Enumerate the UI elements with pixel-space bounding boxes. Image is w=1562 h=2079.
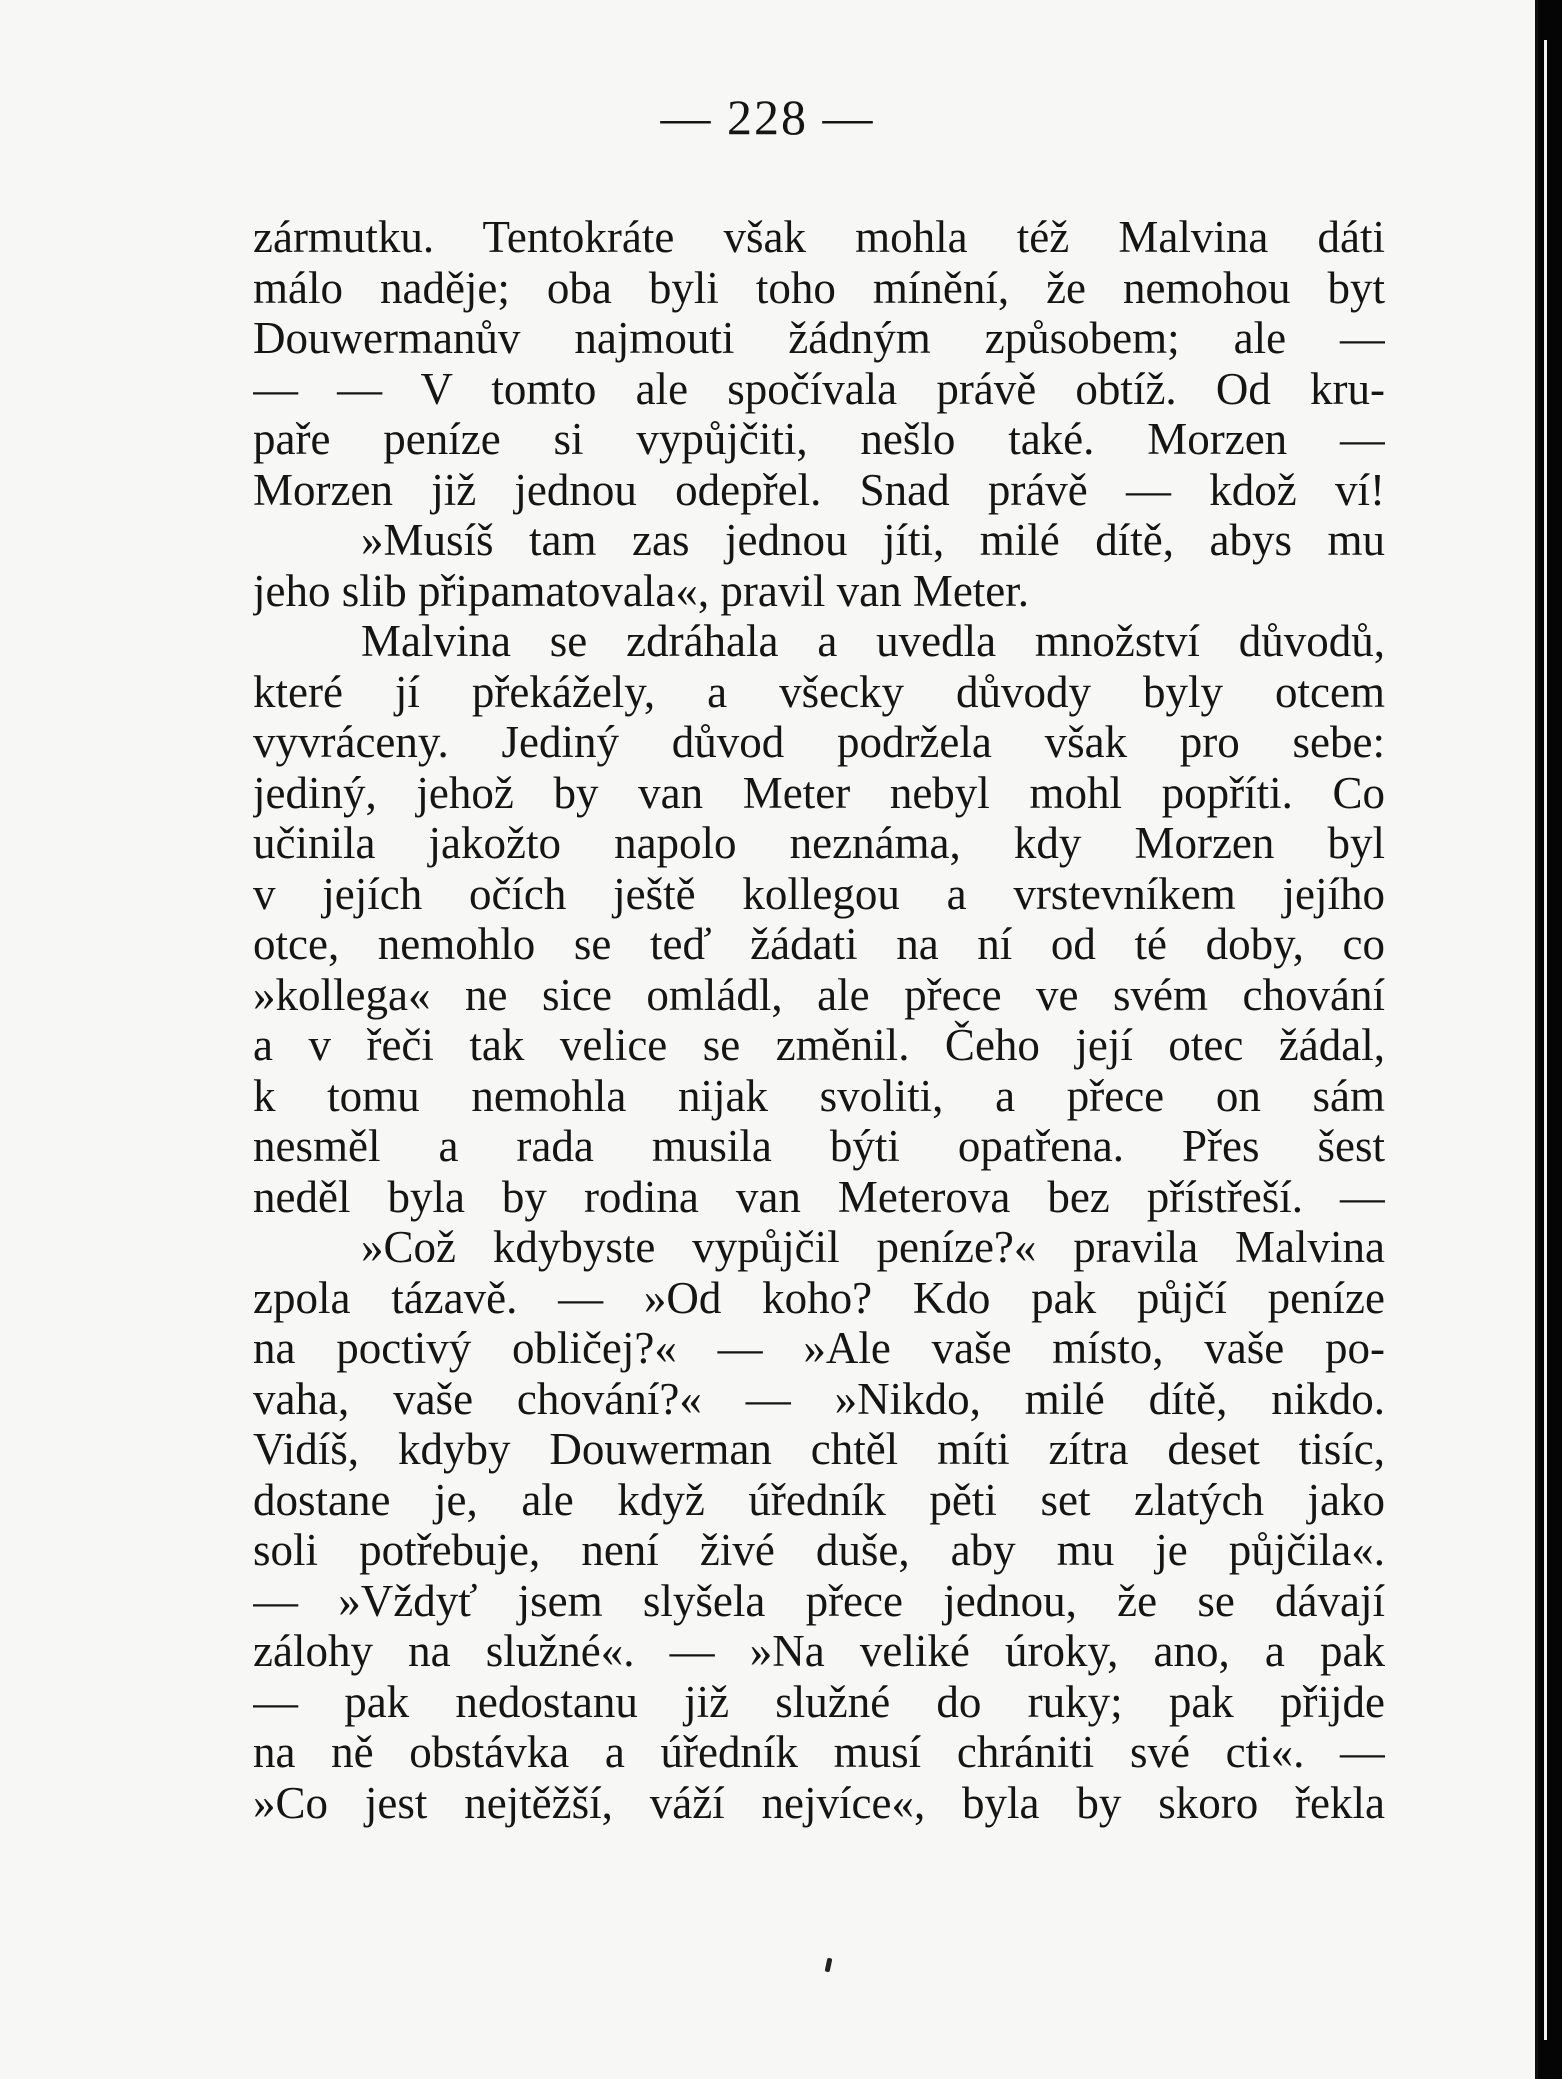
text-line: — »Vždyť jsem slyšela přece jednou, že se dávají [253,1575,1385,1626]
text-line: neděl byla by rodina van Meterova bez přístřeší. — [253,1171,1385,1222]
text-line: — — V tomto ale spočívala právě obtíž. Od kru- [253,363,1385,414]
text-line: Morzen již jednou odepřel. Snad právě — kdož ví! [253,464,1385,515]
text-line: vaha, vaše chování?« — »Nikdo, milé dítě, nikdo. [253,1373,1385,1424]
text-line: málo naděje; oba byli toho mínění, že nemohou byt [253,262,1385,313]
text-line: v jejích očích ještě kollegou a vrstevníkem jejího [253,868,1385,919]
scan-edge [1538,0,1562,2079]
text-line: na ně obstávka a úředník musí chrániti své cti«. — [253,1727,1385,1777]
body-text [253,212,1385,1828]
text-line: Douwermanův najmouti žádným způsobem; ale — [253,313,1385,363]
text-line: »Což kdybyste vypůjčil peníze?« pravila Malvina [361,1222,1385,1272]
text-line: Malvina se zdráhala a uvedla množství důvodů, [361,616,1385,666]
text-line: jeho slib připamatovala«, pravil van Meter. [253,565,1030,616]
text-line: které jí překážely, a všecky důvody byly otcem [253,666,1385,717]
text-line: zálohy na služné«. — »Na veliké úroky, ano, a pak [253,1626,1385,1676]
text-line: nesměl a rada musila býti opatřena. Přes šest [253,1121,1385,1171]
text-line: zármutku. Tentokráte však mohla též Malvina dáti [253,212,1385,262]
text-line: »Musíš tam zas jednou jíti, milé dítě, abys mu [361,515,1385,565]
text-line: k tomu nemohla nijak svoliti, a přece on sám [253,1070,1385,1121]
text-line: soli potřebuje, není živé duše, aby mu je půjčila«. [253,1525,1385,1575]
scan-edge-line [1544,40,1547,2040]
text-line: paře peníze si vypůjčiti, nešlo také. Morzen — [253,414,1385,464]
text-line: vyvráceny. Jediný důvod podržela však pro sebe: [253,717,1385,767]
text-line: otce, nemohlo se teď žádati na ní od té doby, co [253,919,1385,969]
text-line: Vidíš, kdyby Douwerman chtěl míti zítra deset tisíc, [253,1424,1385,1474]
text-line: a v řeči tak velice se změnil. Čeho její otec žádal, [253,1020,1385,1070]
page-number: — 228 — [660,89,875,145]
text-line: »Co jest nejtěžší, váží nejvíce«, byla by skoro řekla [253,1777,1385,1828]
text-line: jediný, jehož by van Meter nebyl mohl popříti. Co [253,767,1385,818]
text-line: »kollega« ne sice omládl, ale přece ve svém chování [253,969,1385,1020]
ink-speck [825,1958,833,1973]
text-line: zpola tázavě. — »Od koho? Kdo pak půjčí peníze [253,1272,1385,1323]
text-line: učinila jakožto napolo neznáma, kdy Morzen byl [253,818,1385,868]
text-line: na poctivý obličej?« — »Ale vaše místo, vaše po- [253,1323,1385,1373]
text-line: — pak nedostanu již služné do ruky; pak přijde [253,1676,1385,1727]
text-line: dostane je, ale když úředník pěti set zlatých jako [253,1474,1385,1525]
